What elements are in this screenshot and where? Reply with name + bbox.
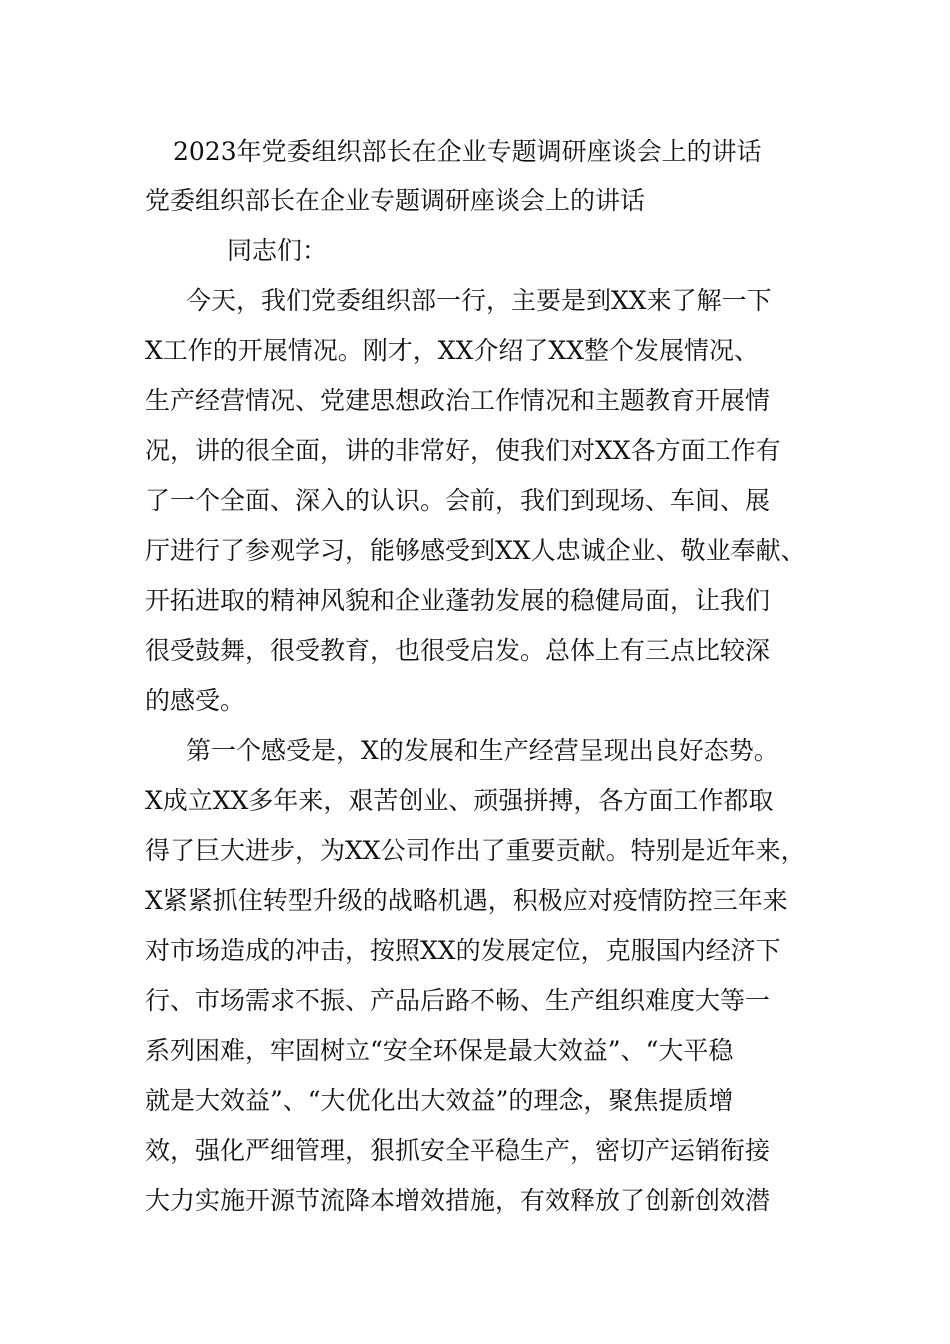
- paragraph-line: 的感受。: [145, 686, 246, 715]
- paragraph-line: X工作的开展情况。刚才，XX介绍了XX整个发展情况、: [145, 336, 759, 365]
- paragraph-line: 大力实施开源节流降本增效措施，有效释放了创新创效潜: [145, 1186, 771, 1215]
- paragraph-line: 厅进行了参观学习，能够感受到XX人忠诚企业、敬业奉献、: [145, 536, 806, 565]
- paragraph-line: X成立XX多年来，艰苦创业、顽强拼搏，各方面工作都取: [145, 786, 774, 815]
- document-title: 2023年党委组织部长在企业专题调研座谈会上的讲话: [173, 137, 762, 166]
- paragraph-line: 生产经营情况、党建思想政治工作情况和主题教育开展情: [145, 386, 771, 415]
- paragraph-line: 就是大效益”、“大优化出大效益”的理念，聚焦提质增: [145, 1086, 734, 1115]
- paragraph-line: 效，强化严细管理，狠抓安全平稳生产，密切产运销衔接: [145, 1136, 771, 1165]
- paragraph-line: 很受鼓舞，很受教育，也很受启发。总体上有三点比较深: [145, 636, 771, 665]
- paragraph-line: 第一个感受是，X的发展和生产经营呈现出良好态势。: [186, 736, 779, 765]
- salutation: 同志们：: [227, 236, 328, 265]
- document-subtitle: 党委组织部长在企业专题调研座谈会上的讲话: [145, 186, 646, 215]
- paragraph-line: 了一个全面、深入的认识。会前，我们到现场、车间、展: [145, 486, 771, 515]
- paragraph-line: 得了巨大进步，为XX公司作出了重要贡献。特别是近年来，: [145, 836, 806, 865]
- paragraph-line: 系列困难，牢固树立“安全环保是最大效益”、“大平稳: [145, 1036, 734, 1065]
- paragraph-line: 开拓进取的精神风貌和企业蓬勃发展的稳健局面，让我们: [145, 586, 771, 615]
- paragraph-line: 今天，我们党委组织部一行，主要是到XX来了解一下: [186, 286, 772, 315]
- paragraph-line: 行、市场需求不振、产品后路不畅、生产组织难度大等一: [145, 986, 771, 1015]
- paragraph-line: 况，讲的很全面，讲的非常好，使我们对XX各方面工作有: [145, 436, 781, 465]
- paragraph-line: 对市场造成的冲击，按照XX的发展定位，克服国内经济下: [145, 936, 781, 965]
- paragraph-line: X紧紧抓住转型升级的战略机遇，积极应对疫情防控三年来: [145, 886, 788, 915]
